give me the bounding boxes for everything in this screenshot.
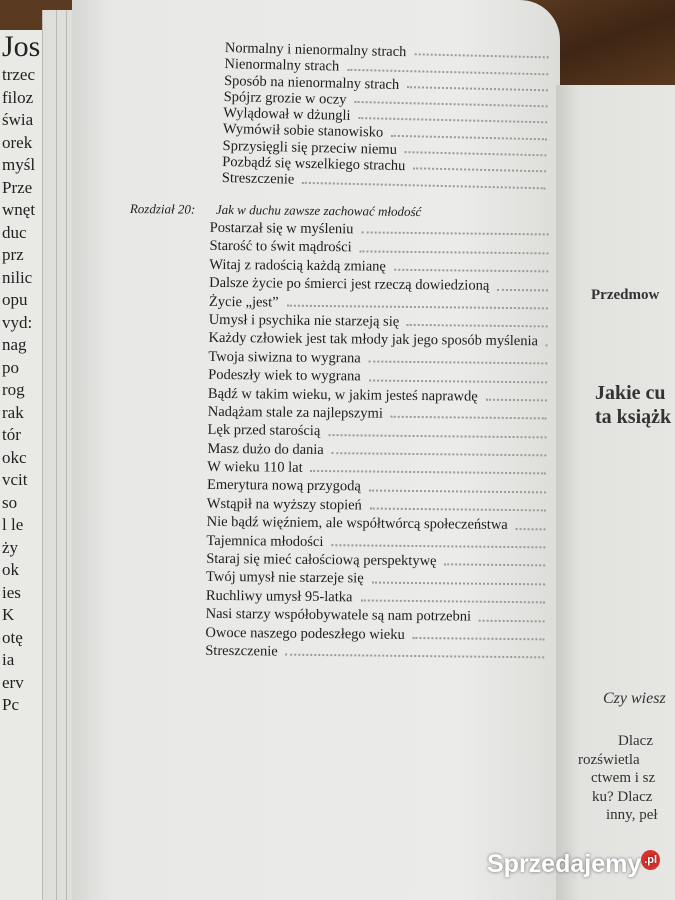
toc-entry-title: Twój umysł nie starzeje się bbox=[205, 569, 364, 587]
left-page-line: filoz bbox=[2, 87, 34, 107]
dot-leader bbox=[369, 349, 548, 364]
left-page-line: K bbox=[2, 605, 15, 624]
left-page-line: ia bbox=[2, 650, 15, 669]
toc-entry-title: Owoce naszego podeszłego wieku bbox=[205, 624, 405, 643]
toc-entry bbox=[205, 642, 550, 664]
dot-leader bbox=[286, 643, 545, 659]
dot-leader bbox=[311, 459, 547, 475]
toc-entry-title: Wstąpił na wyższy stopień bbox=[206, 495, 362, 514]
toc-entry-title: Podeszły wiek to wygrana bbox=[208, 366, 361, 385]
left-page-line: rak bbox=[2, 402, 24, 422]
watermark-text: Sprzedajemy bbox=[487, 850, 642, 878]
dot-leader bbox=[372, 570, 545, 585]
dot-leader bbox=[328, 422, 546, 438]
left-page-line: so bbox=[2, 492, 18, 512]
page-edge bbox=[42, 10, 57, 900]
sprzedajemy-watermark-logo bbox=[487, 850, 660, 879]
dot-leader bbox=[407, 313, 548, 328]
left-page-line: otę bbox=[2, 627, 23, 647]
toc-chapter-20 bbox=[125, 200, 555, 664]
toc-entry-title: Ruchliwy umysł 95-latka bbox=[205, 587, 353, 606]
left-page-line: tór bbox=[2, 425, 21, 444]
toc-entry-title: Tajemnica młodości bbox=[206, 532, 324, 550]
left-page-fragment bbox=[0, 30, 42, 900]
left-page-line: vcit bbox=[2, 470, 28, 489]
toc-entry-title: Dalsze życie po śmierci jest rzeczą dowiedzioną bbox=[209, 275, 490, 294]
right-page-body-line: ku? Dlacz bbox=[592, 788, 653, 805]
toc-entry-title: Normalny i nienormalny strach bbox=[224, 40, 407, 61]
right-page-body-line: Dlacz bbox=[618, 733, 653, 749]
right-page-subtitle: Czy wiesz bbox=[603, 690, 666, 707]
dot-leader bbox=[546, 333, 548, 346]
right-page-header: Przedmow bbox=[591, 287, 660, 303]
dot-leader bbox=[414, 44, 549, 58]
dot-leader bbox=[369, 368, 548, 383]
left-page-line: świa bbox=[2, 110, 34, 129]
left-page-line: wnęt bbox=[2, 200, 36, 219]
dot-leader bbox=[369, 478, 546, 493]
toc-entry-title: Nienormalny strach bbox=[224, 56, 340, 75]
left-page-line: nag bbox=[2, 335, 27, 354]
toc-entry-title: Staraj się mieć całościową perspektywę bbox=[206, 550, 437, 570]
watermark-suffix: .pl bbox=[641, 850, 660, 870]
toc-entry-title: Pozbądź się wszelkiego strachu bbox=[222, 154, 406, 175]
toc-entry-title: Bądź w takim wieku, w jakim jesteś naprawdę bbox=[207, 385, 478, 405]
left-page-line: po bbox=[2, 357, 19, 377]
left-page-line: okc bbox=[2, 447, 27, 467]
toc-entry-title: W wieku 110 lat bbox=[207, 458, 303, 476]
dot-leader bbox=[479, 608, 545, 622]
dot-leader bbox=[391, 405, 547, 420]
left-page-line: l le bbox=[2, 515, 24, 534]
toc-entry-title: Masz dużo do dania bbox=[207, 440, 324, 458]
toc-entry-title: Wymówił sobie stanowisko bbox=[222, 121, 384, 142]
toc-entry-title: Lęk przed starością bbox=[207, 422, 321, 440]
toc-entry-title: Streszczenie bbox=[205, 642, 278, 660]
left-page-line: vyd: bbox=[2, 312, 33, 332]
dot-leader bbox=[361, 220, 548, 235]
dot-leader bbox=[413, 158, 546, 172]
right-page-body-line: inny, peł bbox=[606, 807, 658, 823]
toc-entry-title: Wylądował w dżungli bbox=[223, 105, 351, 125]
left-page-line: erv bbox=[2, 672, 24, 692]
toc-entry-title: Streszczenie bbox=[221, 170, 295, 188]
toc-entry-title: Nasi starzy współobywatele są nam potrzebni bbox=[205, 606, 472, 625]
dot-leader bbox=[486, 387, 547, 401]
left-page-line: prz bbox=[2, 245, 24, 264]
left-page-line: trzec bbox=[2, 65, 36, 84]
dot-leader bbox=[391, 125, 547, 140]
dot-leader bbox=[407, 77, 548, 91]
dot-leader bbox=[394, 258, 549, 273]
toc-entry-title: Emerytura nową przygodą bbox=[206, 477, 361, 495]
dot-leader bbox=[287, 293, 548, 309]
right-page-title-line2: ta książk bbox=[595, 406, 672, 428]
toc-entry-title: Nadążam stale za najlepszymi bbox=[207, 403, 384, 422]
dot-leader bbox=[444, 552, 545, 566]
left-page-line: ok bbox=[2, 560, 19, 579]
left-page-line: rog bbox=[2, 380, 25, 399]
dot-leader bbox=[332, 441, 547, 457]
dot-leader bbox=[370, 496, 546, 511]
left-page-line: Prze bbox=[2, 177, 33, 197]
right-page-body-line: ctwem i sz bbox=[591, 770, 656, 786]
left-page-line: Pc bbox=[2, 695, 19, 714]
dot-leader bbox=[331, 533, 545, 549]
dot-leader bbox=[497, 277, 548, 291]
dot-leader bbox=[360, 588, 545, 603]
toc-entry-title: Spójrz grozie w oczy bbox=[223, 88, 347, 108]
left-page-line: opu bbox=[2, 290, 28, 309]
toc-entry-title: Życie „jest” bbox=[208, 293, 279, 311]
left-page-line: Jos bbox=[2, 30, 41, 63]
toc-entry-title: Sposób na nienormalny strach bbox=[223, 72, 400, 93]
right-page-title-line1: Jakie cu bbox=[595, 382, 666, 404]
toc-section-list bbox=[222, 40, 555, 194]
right-page-body-line: rozświetla bbox=[578, 751, 640, 768]
toc-entry-title: Nie bądź więźniem, ale współtwórcą społeczeństwa bbox=[206, 514, 508, 534]
chapter-title: Jak w duchu zawsze zachować młodość bbox=[215, 201, 422, 220]
left-page-line: myśl bbox=[2, 155, 36, 174]
toc-entry-title: Umysł i psychika nie starzeją się bbox=[208, 311, 400, 330]
toc-entry-title: Postarzał się w myśleniu bbox=[209, 219, 354, 238]
toc-entry-title: Starość to świt mądrości bbox=[209, 238, 352, 256]
left-page-line: ies bbox=[2, 582, 21, 602]
dot-leader bbox=[405, 142, 547, 157]
toc-entry-title: Sprzysięgli się przeciw niemu bbox=[222, 137, 398, 158]
dot-leader bbox=[360, 239, 549, 254]
chapter-label: Rozdział 20: bbox=[129, 200, 196, 217]
toc-entry-title: Każdy człowiek jest tak młody jak jego sposób myślenia bbox=[208, 330, 539, 350]
dot-leader bbox=[413, 626, 545, 641]
left-page-line: duc bbox=[2, 222, 27, 242]
left-page-line: orek bbox=[2, 132, 33, 152]
toc-entry-title: Witaj z radością każdą zmianę bbox=[209, 256, 386, 275]
dot-leader bbox=[516, 516, 546, 530]
toc-entry-title: Twoja siwizna to wygrana bbox=[208, 348, 361, 367]
left-page-line: ży bbox=[2, 537, 19, 557]
left-page-line: nilic bbox=[2, 267, 33, 287]
